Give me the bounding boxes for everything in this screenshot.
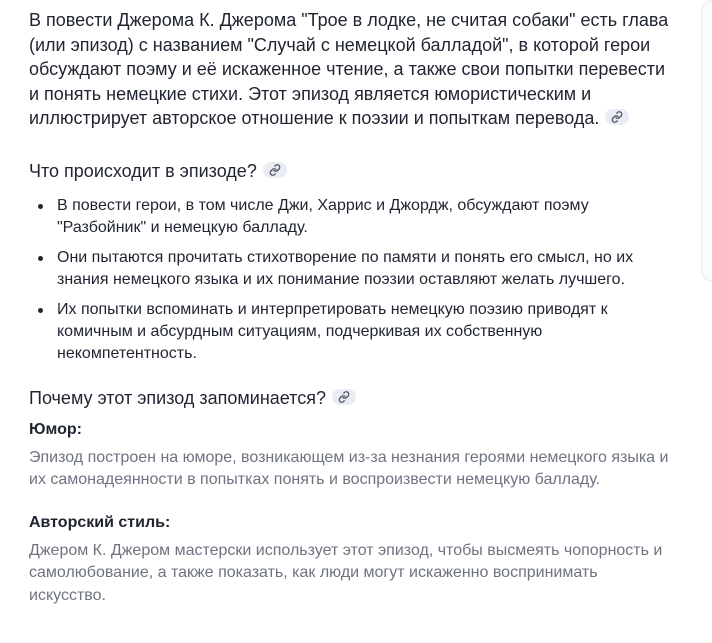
link-icon: [269, 164, 281, 176]
link-icon: [338, 391, 350, 403]
list-item: [29, 299, 669, 365]
bullet-dot: [38, 204, 43, 209]
list-item-text: В повести герои, в том числе Джи, Харрис и Джордж, обсуждают поэму "Разбойник" и немецкую балладу.: [57, 196, 589, 236]
intro-link-button[interactable]: [605, 109, 629, 125]
section-heading-what-happens: [29, 159, 669, 183]
list-item-text: Они пытаются прочитать стихотворение по памяти и понять его смысл, но их знания немецкого языка и их понимание поэзии оставляют желать лучшего.: [57, 248, 634, 288]
intro-text: В повести Джерома К. Джерома "Трое в лодке, не считая собаки" есть глава (или эпизод) с названием "Случай с немецкой балладой", в которой герои обсуждают поэму и её искаженное чтение, а также свои попытки перевести и понять немецкие стихи. Этот эпизод является юмористическим и иллюстрирует авторское отношение к поэзии и попыткам перевода.: [29, 10, 669, 128]
section2-link-button[interactable]: [332, 389, 356, 405]
link-icon: [611, 111, 623, 123]
list-item: [29, 247, 669, 291]
side-panel: [701, 0, 712, 282]
subheading-humor: Юмор:: [29, 420, 82, 438]
section-title: Что происходит в эпизоде?: [29, 160, 257, 181]
subheading-author-style: Авторский стиль:: [29, 513, 171, 531]
bullet-list: [29, 195, 669, 365]
section1-link-button[interactable]: [263, 162, 287, 178]
list-item-text: Их попытки вспоминать и интерпретировать немецкую поэзию приводят к комичным и абсурдным ситуациям, подчеркивая их собственную некомпетентность.: [57, 300, 608, 362]
answer-content: [29, 8, 669, 607]
humor-text: Эпизод построен на юморе, возникающем из-за незнания героями немецкого языка и их самонадеянности в попытках понять и воспроизвести немецкую балладу.: [29, 448, 669, 488]
author-style-text: Джером К. Джером мастерски использует этот эпизод, чтобы высмеять чопорность и самолюбование, а также показать, как люди могут искаженно воспринимать искусство.: [29, 541, 663, 604]
section-heading-why-memorable: [29, 386, 669, 410]
list-item: [29, 195, 669, 239]
bullet-dot: [38, 256, 43, 261]
bullet-dot: [38, 308, 43, 313]
intro-paragraph: [29, 8, 669, 131]
section-title: Почему этот эпизод запоминается?: [29, 387, 326, 408]
